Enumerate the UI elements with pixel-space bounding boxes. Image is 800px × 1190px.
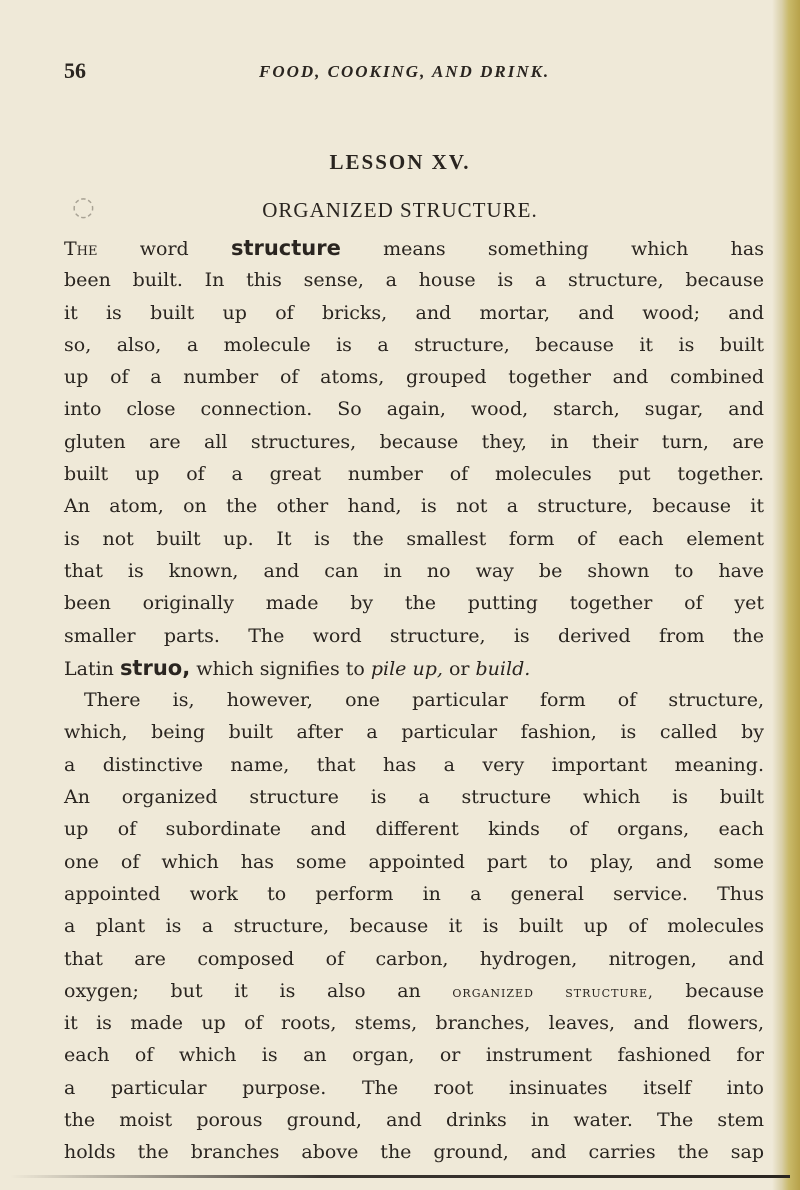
emphasized-term: struo, bbox=[119, 655, 191, 680]
text-line: it is built up of bricks, and mortar, and wood; and bbox=[64, 301, 764, 324]
running-title: FOOD, COOKING, AND DRINK. bbox=[259, 62, 551, 81]
text-run: because bbox=[653, 979, 764, 1002]
text-line: which, being built after a particular fashion, is called by bbox=[64, 721, 764, 744]
small-caps-term: organized structure, bbox=[452, 982, 654, 1001]
text-run: Latin bbox=[64, 657, 120, 680]
text-line bbox=[64, 652, 764, 684]
lesson-number: LESSON XV. bbox=[329, 150, 471, 174]
italic-term: pile up, bbox=[370, 657, 443, 680]
text-line: An atom, on the other hand, is not a structure, because it bbox=[64, 495, 764, 518]
text-line: the moist porous ground, and drinks in water. The stem bbox=[64, 1109, 764, 1132]
text-line: is not built up. It is the smallest form of each element bbox=[64, 527, 764, 550]
body-text bbox=[64, 232, 764, 1169]
text-line: a particular purpose. The root insinuates itself into bbox=[64, 1076, 764, 1099]
text-line: gluten are all structures, because they, in their turn, are bbox=[64, 430, 764, 453]
lesson-title: ORGANIZED STRUCTURE. bbox=[262, 198, 538, 222]
text-line: that are composed of carbon, hydrogen, nitrogen, and bbox=[64, 947, 764, 970]
text-line: smaller parts. The word structure, is derived from the bbox=[64, 624, 764, 647]
page-edge-binding bbox=[772, 0, 800, 1190]
text-line bbox=[64, 975, 764, 1007]
text-line: a distinctive name, that has a very important meaning. bbox=[64, 753, 764, 776]
text-line: appointed work to perform in a general service. Thus bbox=[64, 882, 764, 905]
page-number: 56 bbox=[64, 58, 86, 83]
text-line: been originally made by the putting together of yet bbox=[64, 592, 764, 615]
emphasized-term: structure bbox=[230, 236, 341, 260]
text-line: one of which has some appointed part to play, and some bbox=[64, 850, 764, 873]
text-line: up of a number of atoms, grouped together and combined bbox=[64, 366, 764, 389]
text-line: been built. In this sense, a house is a structure, because bbox=[64, 269, 764, 292]
text-line: holds the branches above the ground, and carries the sap bbox=[64, 1141, 764, 1164]
text-run: or bbox=[442, 657, 476, 680]
text-line: it is made up of roots, stems, branches, leaves, and flowers, bbox=[64, 1012, 764, 1035]
text-line: up of subordinate and different kinds of organs, each bbox=[64, 818, 764, 841]
text-line: into close connection. So again, wood, starch, sugar, and bbox=[64, 398, 764, 421]
text-line: that is known, and can in no way be shown to have bbox=[64, 559, 764, 582]
text-line: a plant is a structure, because it is built up of molecules bbox=[64, 915, 764, 938]
text-line: each of which is an organ, or instrument fashioned for bbox=[64, 1044, 764, 1067]
italic-term: build. bbox=[475, 657, 531, 680]
library-stamp-icon: ◌ bbox=[72, 192, 95, 222]
text-line: An organized structure is a structure which is built bbox=[64, 786, 764, 809]
bottom-edge-shadow bbox=[10, 1175, 790, 1178]
drop-word: The bbox=[64, 238, 98, 260]
text-line bbox=[64, 232, 764, 264]
text-run: word bbox=[97, 238, 231, 260]
text-run: oxygen; but it is also an bbox=[64, 979, 453, 1002]
text-line: There is, however, one particular form of structure, bbox=[84, 689, 764, 712]
text-line: so, also, a molecule is a structure, because it is built bbox=[64, 333, 764, 356]
text-run: which signifies to bbox=[190, 657, 371, 680]
text-line: built up of a great number of molecules put together. bbox=[64, 463, 764, 486]
running-head bbox=[64, 58, 764, 88]
text-run: means something which has bbox=[340, 238, 764, 260]
